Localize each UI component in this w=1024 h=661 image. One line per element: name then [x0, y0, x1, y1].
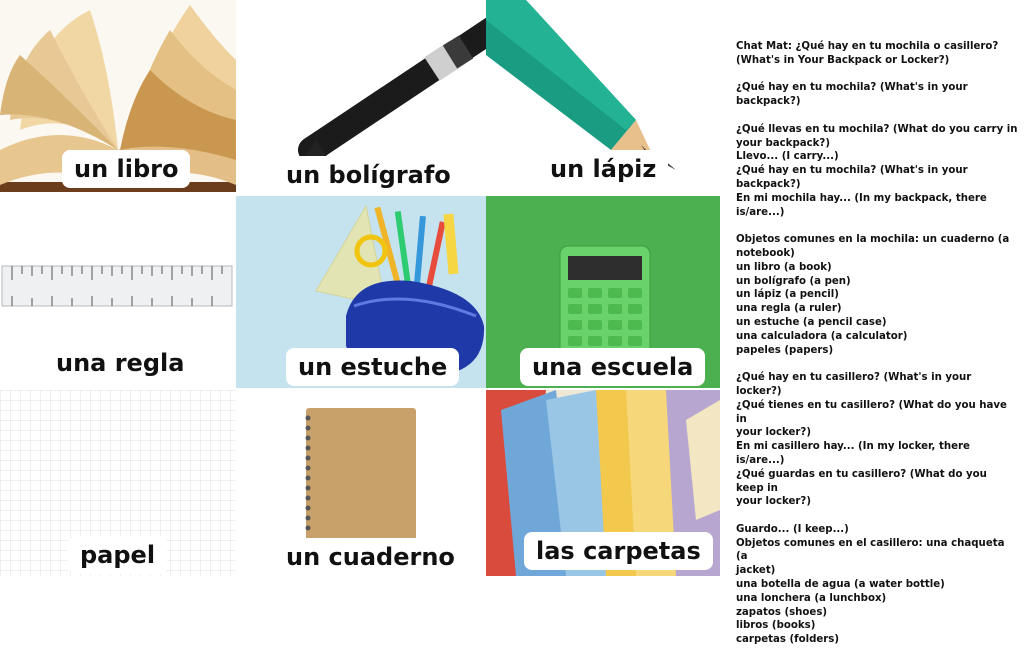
panel-line: un bolígrafo (a pen)	[736, 275, 851, 287]
tile-notebook	[236, 390, 486, 576]
panel-line: En mi mochila hay... (In my backpack, there is/are...)	[736, 192, 987, 218]
tile-paper	[0, 390, 236, 576]
label-notebook: un cuaderno	[274, 538, 467, 576]
label-book: un libro	[62, 150, 190, 188]
panel-line: Llevo... (I carry...)	[736, 151, 839, 163]
panel-line: your locker?)	[736, 496, 811, 508]
panel-line: zapatos (shoes)	[736, 606, 828, 618]
label-paper: papel	[68, 536, 167, 574]
panel-line: notebook)	[736, 247, 795, 259]
label-calculator: una escuela	[520, 348, 705, 386]
panel-line: En mi casillero hay... (In my locker, there is/are...)	[736, 441, 970, 466]
panel-line: ¿Qué hay en tu mochila? (What's in your backpack?)	[736, 82, 968, 108]
panel-paragraph-p1	[736, 40, 1018, 68]
panel-line: Objetos comunes en la mochila: un cuaderno (a	[736, 234, 1010, 246]
panel-line: ¿Qué hay en tu casillero? (What's in your locker?)	[736, 372, 972, 397]
panel-line: carpetas (folders)	[736, 634, 840, 646]
panel-line: ¿Qué guardas en tu casillero? (What do you keep in	[736, 468, 987, 494]
panel-paragraph-p6	[736, 523, 1018, 647]
panel-line: Chat Mat: ¿Qué hay en tu mochila o casillero?	[736, 41, 999, 52]
label-pen: un bolígrafo	[274, 156, 463, 192]
panel-line: your locker?)	[736, 427, 811, 439]
panel-line: your backpack?)	[736, 137, 830, 149]
panel-paragraph-p5	[736, 371, 1018, 509]
label-ruler: una regla	[44, 344, 196, 382]
panel-line: una lonchera (a lunchbox)	[736, 592, 887, 604]
panel-line: una botella de agua (a water bottle)	[736, 579, 945, 591]
panel-line: un estuche (a pencil case)	[736, 316, 887, 328]
panel-line: libros (books)	[736, 620, 816, 632]
panel-paragraph-p4	[736, 233, 1018, 357]
tile-pen	[236, 0, 486, 192]
tile-book	[0, 0, 236, 192]
panel-line: ¿Qué tienes en tu casillero? (What do you have in	[736, 399, 1007, 425]
label-folders: las carpetas	[524, 532, 713, 570]
panel-paragraph-p2	[736, 81, 1018, 109]
tile-folders	[486, 390, 720, 576]
text-panel	[736, 40, 1018, 661]
panel-line: ¿Qué llevas en tu mochila? (What do you carry in	[736, 123, 1018, 135]
panel-line: un lápiz (a pencil)	[736, 289, 839, 301]
panel-line: Objetos comunes en el casillero: una chaqueta (a	[736, 537, 1005, 563]
panel-line: una regla (a ruler)	[736, 303, 842, 315]
tile-ruler	[0, 196, 236, 388]
tile-calculator	[486, 196, 720, 388]
panel-line: un libro (a book)	[736, 261, 832, 273]
panel-line: jacket)	[736, 565, 776, 577]
label-pencil-case: un estuche	[286, 348, 459, 386]
tile-pencil	[486, 0, 720, 192]
panel-paragraph-p3	[736, 123, 1018, 220]
panel-line: Guardo... (I keep...)	[736, 523, 849, 535]
panel-line: papeles (papers)	[736, 344, 834, 356]
panel-line: una calculadora (a calculator)	[736, 330, 908, 342]
panel-line: ¿Qué hay en tu mochila? (What's in your backpack?)	[736, 165, 968, 190]
panel-line: (What's in Your Backpack or Locker?)	[736, 54, 950, 66]
tile-pencil-case	[236, 196, 486, 388]
label-pencil: un lápiz	[538, 150, 668, 188]
